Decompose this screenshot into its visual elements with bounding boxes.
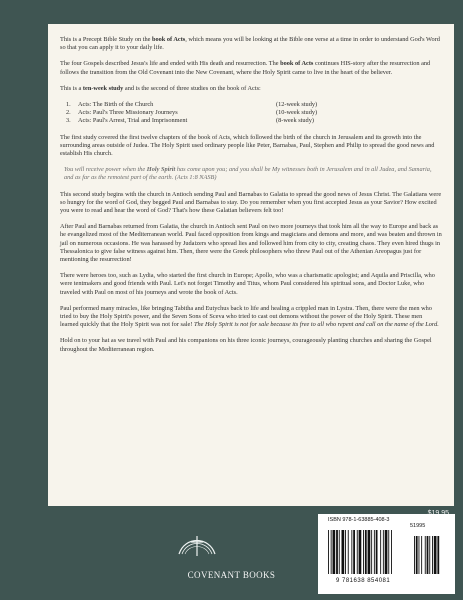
study-intro-text-2: and is the second of three studies on the book of Acts:	[123, 84, 261, 92]
isbn-text: ISBN 978-1-63885-408-3	[328, 517, 390, 523]
barcode-bar	[363, 530, 364, 574]
study-item	[66, 101, 442, 109]
back-cover-text-panel	[48, 24, 454, 506]
intro-text-1: This is a Precept Bible Study on the	[60, 36, 152, 43]
barcode-bar	[374, 530, 375, 574]
study-item	[66, 109, 442, 117]
barcode-bar	[339, 530, 340, 574]
barcode-bar	[331, 530, 332, 574]
barcode-bar	[353, 530, 355, 574]
study-intro-highlight: ten-week study	[82, 84, 124, 92]
study-number: 1.	[66, 101, 71, 109]
heroes-paragraph: There were heroes too, such as Lydia, who started the first church in Europe; Apollo, who was a charismatic apologist; and Aquila and Priscilla, who were tentmakers and good friends with Paul. Let's not forget Timothy and Titus, whom Paul considered his spiritual sons, and Doctor Luke, who traveled with Paul on most of his journeys and wrote the book of Acts.	[60, 272, 435, 296]
barcode-bar	[385, 530, 388, 574]
publisher-name: COVENANT BOOKS	[187, 570, 276, 580]
barcode-bar	[365, 530, 367, 574]
barcode-bar	[342, 530, 345, 574]
study-duration: (8-week study)	[276, 117, 314, 125]
study-title: Acts: Paul's Three Missionary Journeys	[78, 109, 178, 117]
first-study-paragraph: The first study covered the first twelve chapters of the book of Acts, which followed the birth of the church in Jerusalem and its growth into the surrounding areas outside of Judea. The Holy Spirit used ordinary people like Peter, Barnabas, Paul, Stephen and Philip to spread the good news and establish His church.	[60, 133, 435, 158]
barcode-box	[318, 514, 455, 594]
study-number: 2.	[66, 109, 71, 117]
barcode-bar	[357, 530, 358, 574]
barcode-bar	[351, 530, 352, 574]
closing-paragraph: Hold on to your hat as we travel with Paul and his companions on his three iconic journeys, courageously planting churches and sharing the Gospel throughout the Mediterranean region.	[60, 337, 432, 353]
study-number: 3.	[66, 117, 71, 125]
supplement-number: 51995	[410, 523, 426, 529]
barcode-bar	[388, 530, 389, 574]
barcode-bar	[328, 530, 329, 574]
study-intro-paragraph	[60, 85, 442, 93]
barcode-bar	[434, 536, 437, 574]
barcode-bar	[380, 530, 381, 574]
study-duration: (10-week study)	[276, 109, 318, 117]
barcode-bar	[419, 536, 420, 574]
barcode-bar	[414, 536, 415, 574]
gospels-book-name: book of Acts	[280, 60, 314, 68]
barcode-bar	[421, 536, 422, 574]
after-galatia-paragraph: After Paul and Barnabas returned from Galatia, the church in Antioch sent Paul on two more journeys that took him all the way to Europe and back as he evangelized most of the Mediterranean world. Paul faced opposition from kings and magicians and demons and more, and was beaten and thrown in jail on numerous occasions. He was harassed by Judaizers who spread lies and followed him from city to city, creating chaos. They even hired thugs in Thessalonica to give false witness against him. Then, there were the Greek philosophers who threw Paul out of the Athenian Areopagus just for mentioning the resurrection!	[60, 223, 442, 264]
barcode-bar	[391, 530, 392, 574]
study-item	[66, 117, 442, 125]
intro-book-name: book of Acts	[152, 36, 186, 43]
barcode-bar	[429, 536, 430, 574]
second-study-paragraph: This second study begins with the church in Antioch sending Paul and Barnabas to Galatia to spread the good news of Jesus Christ. The Galatians were so hungry for the word of God, they begged Paul and Barnabas to stay. Do you remember when you first accepted Jesus as your Savior? How excited you were to read and hear the word of God? That's how these Galatian believers felt too!	[60, 190, 442, 215]
barcode-bar	[371, 530, 372, 574]
study-intro-text-1: This is a	[60, 84, 83, 92]
quote-holy-spirit: Holy Spirit	[146, 166, 176, 174]
barcode-bar	[416, 536, 418, 574]
barcode-bar	[345, 530, 346, 574]
barcode-bar	[359, 530, 362, 574]
study-list	[66, 101, 442, 126]
barcode-bar	[336, 530, 338, 574]
barcode-bar	[432, 536, 433, 574]
intro-paragraph	[60, 36, 442, 52]
study-title: Acts: Paul's Arrest, Trial and Imprisonment	[78, 117, 188, 125]
barcode-bar	[383, 530, 384, 574]
miracles-text: Paul performed many miracles, like bringing Tabitha and Eutychus back to life and healing a crippled man in Lystra. Then, there were the men who tried to buy the Holy Spirit's power, and the Seven Sons of Sceva who tried to cast out demons without the power of the Holy Spirit. These men learned quickly that the Holy Spirit was not for sale!	[60, 304, 432, 329]
study-title: Acts: The Birth of the Church	[78, 101, 154, 109]
barcode-bar	[333, 530, 336, 574]
gospels-text-2: continues HIS-story after the resurrection and follows the transition from the Old Covenant into the New Covenant, where the Holy Spirit came to live in the heart of the believer.	[60, 60, 431, 76]
quote-text-1: You will receive power when the	[64, 166, 147, 174]
barcode-bar	[376, 530, 378, 574]
covenant-books-logo-icon	[175, 526, 219, 566]
gospels-text-1: The four Gospels described Jesus's life and ended with His death and resurrection. The	[60, 60, 281, 68]
miracles-italic: The Holy Spirit is not for sale because its free to all who repent and call on the name of the Lord.	[193, 321, 439, 329]
back-cover-content	[60, 36, 442, 362]
quote-text-2: has come upon you; and you shall be My witnesses both in Jerusalem and in all Judea, and Samaria, and as far as the remotest part of the earth. (Acts 1:8 NASB)	[64, 166, 432, 182]
barcode-icon	[326, 530, 447, 576]
logo-mark-icon	[175, 526, 219, 566]
barcode-digits: 9 781638 854081	[336, 578, 391, 584]
miracles-paragraph	[60, 305, 442, 330]
barcode-bar	[425, 536, 426, 574]
barcode-bar	[348, 530, 349, 574]
intro-text-2: , which means you will be looking at the Bible one verse at a time in order to understand God's Word so that you can apply it to your daily life.	[60, 36, 440, 52]
study-duration: (12-week study)	[276, 101, 318, 109]
barcode-bar	[368, 530, 371, 574]
barcode-bar	[437, 536, 439, 574]
barcode-bar	[427, 536, 429, 574]
scripture-quote	[64, 166, 442, 182]
gospels-paragraph	[60, 60, 442, 76]
